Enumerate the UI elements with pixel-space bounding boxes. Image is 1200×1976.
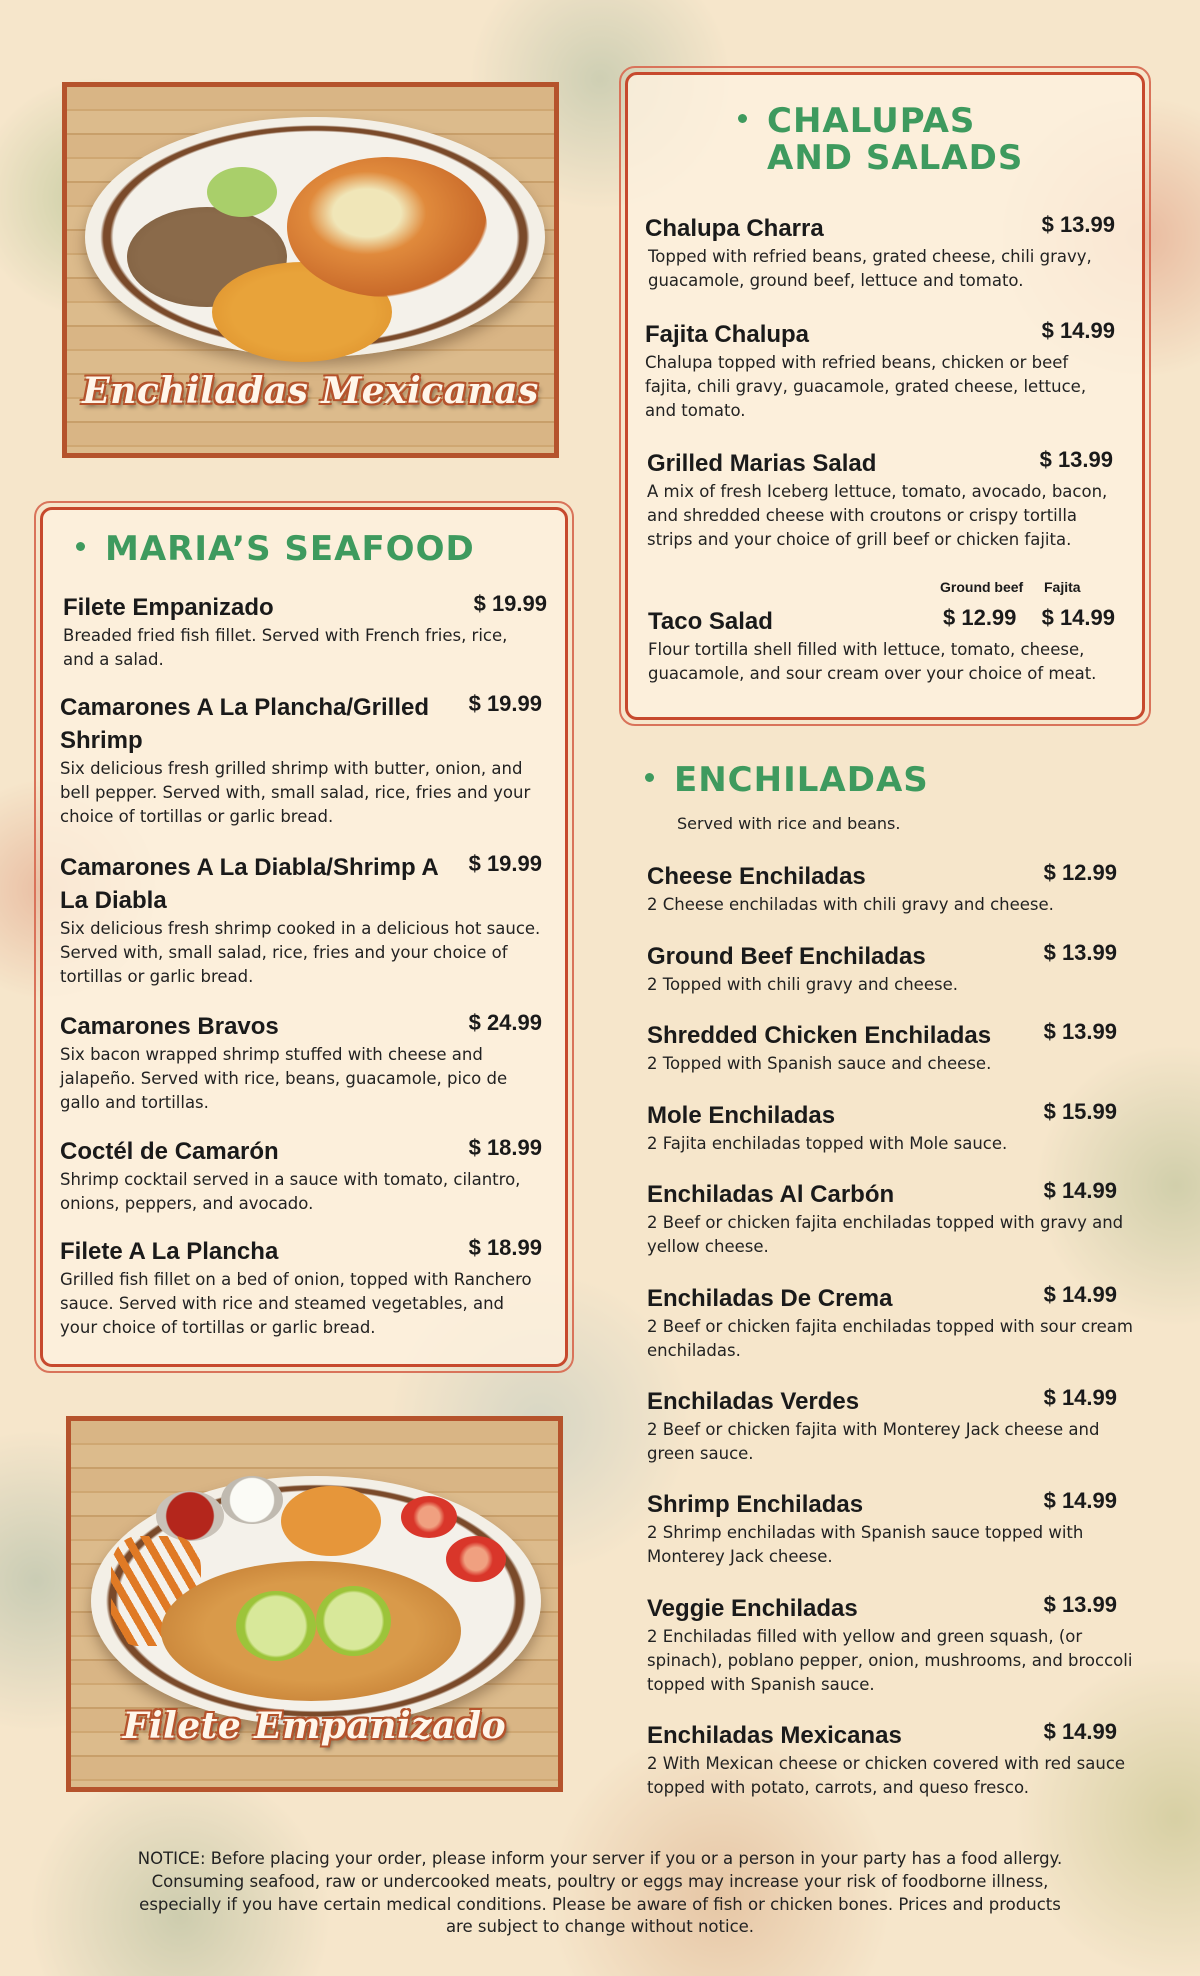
item-name: Coctél de Camarón (60, 1138, 279, 1165)
menu-item (647, 1385, 1127, 1466)
item-price: $ 14.99 (1043, 1282, 1117, 1307)
item-price: $ 13.99 (1041, 212, 1115, 237)
item-name: Filete Empanizado (63, 594, 274, 621)
item-price: $ 14.99 (1043, 1385, 1117, 1410)
bullet-icon (738, 114, 747, 123)
item-name: Filete A La Plancha (60, 1238, 279, 1265)
item-name: Veggie Enchiladas (647, 1595, 858, 1622)
lettuce-image (207, 167, 277, 217)
item-description: 2 With Mexican cheese or chicken covered with red sauce topped with potato, carrots, and queso fresco. (647, 1754, 1126, 1798)
item-price-ground-beef: $ 12.99 (943, 605, 1017, 630)
item-name: Mole Enchiladas (647, 1102, 836, 1129)
item-description: 2 Topped with Spanish sauce and cheese. (647, 1054, 992, 1074)
item-name: Chalupa Charra (645, 215, 824, 242)
bullet-icon (76, 542, 85, 551)
seafood-title: MARIA’S SEAFOOD (76, 531, 475, 568)
menu-item (647, 1488, 1127, 1569)
item-name: Ground Beef Enchiladas (647, 943, 926, 970)
tomato-slice-image (446, 1536, 506, 1582)
item-price: $ 19.99 (468, 691, 542, 716)
item-description: Chalupa topped with refried beans, chicken or beef fajita, chili gravy, guacamole, grated cheese, lettuce, and tomato. (645, 353, 1087, 420)
item-name: Shredded Chicken Enchiladas (647, 1022, 992, 1049)
chalupas-title: CHALUPAS AND SALADS (738, 103, 1023, 178)
item-price: $ 19.99 (473, 591, 547, 616)
item-price: $ 13.99 (1043, 940, 1117, 965)
menu-item (60, 851, 544, 989)
item-name: Enchiladas De Crema (647, 1285, 893, 1312)
menu-item (60, 691, 544, 829)
photo-filete-empanizado (66, 1416, 563, 1792)
item-price: $ 18.99 (468, 1135, 542, 1160)
enchiladas-title: ENCHILADAS (645, 762, 929, 799)
item-name: Camarones Bravos (60, 1013, 279, 1040)
item-description: Grilled fish fillet on a bed of onion, topped with Ranchero sauce. Served with rice and steamed vegetables, and your choice of tortillas or garlic bread. (60, 1270, 532, 1337)
menu-item (645, 212, 1115, 293)
salsa-cup-image (156, 1491, 224, 1541)
menu-item (647, 860, 1117, 917)
photo-enchiladas-mexicanas (62, 82, 559, 458)
item-price: $ 14.99 (1043, 1719, 1117, 1744)
photo-caption: Enchiladas Mexicanas (82, 370, 539, 412)
item-description: Flour tortilla shell filled with lettuce, tomato, cheese, guacamole, and sour cream over your choice of meat. (648, 640, 1097, 684)
item-name: Grilled Marias Salad (647, 450, 877, 477)
item-description: 2 Beef or chicken fajita with Monterey Jack cheese and green sauce. (647, 1420, 1100, 1464)
item-price: $ 24.99 (468, 1010, 542, 1035)
item-name: Taco Salad (648, 608, 773, 635)
item-price: $ 13.99 (1043, 1019, 1117, 1044)
item-description: Topped with refried beans, grated cheese, chili gravy, guacamole, ground beef, lettuce and tomato. (648, 247, 1092, 291)
photo-caption: Filete Empanizado (122, 1705, 507, 1747)
item-description: Shrimp cocktail served in a sauce with tomato, cilantro, onions, peppers, and avocado. (60, 1170, 521, 1214)
item-name: Enchiladas Mexicanas (647, 1722, 902, 1749)
item-price-fajita: $ 14.99 (1041, 605, 1115, 630)
item-name: Cheese Enchiladas (647, 863, 866, 890)
bullet-icon (645, 773, 654, 782)
item-price: $ 13.99 (1039, 447, 1113, 472)
column-header-ground-beef: Ground beef (940, 579, 1024, 595)
item-name: Shrimp Enchiladas (647, 1491, 864, 1518)
item-price: $ 12.99 (1043, 860, 1117, 885)
item-name: Enchiladas Verdes (647, 1388, 860, 1415)
item-name: Fajita Chalupa (645, 321, 810, 348)
item-price: $ 14.99 (1043, 1488, 1117, 1513)
enchiladas-subtitle: Served with rice and beans. (677, 814, 901, 833)
item-description: A mix of fresh Iceberg lettuce, tomato, avocado, bacon, and shredded cheese with croutons or crispy tortilla strips and your choice of grill beef or chicken fajita. (647, 482, 1108, 549)
item-description: Six delicious fresh grilled shrimp with butter, onion, and bell pepper. Served with, small salad, rice, fries and your choice of tortillas or garlic bread. (60, 759, 531, 827)
rice-image (281, 1486, 381, 1556)
item-price: $ 14.99 (1041, 318, 1115, 343)
lime-slice-image (236, 1591, 316, 1661)
tomato-slice-image (401, 1496, 457, 1538)
item-price: $ 14.99 (1043, 1178, 1117, 1203)
menu-item (647, 1019, 1117, 1076)
item-name: Camarones A La Plancha/Grilled Shrimp (60, 694, 430, 755)
menu-item (63, 591, 547, 672)
menu-item (647, 1099, 1117, 1156)
item-price: $ 18.99 (468, 1235, 542, 1260)
item-description: Breaded fried fish fillet. Served with French fries, rice, and a salad. (63, 626, 508, 670)
item-description: 2 Beef or chicken fajita enchiladas topped with sour cream enchiladas. (647, 1317, 1133, 1361)
item-description: 2 Enchiladas filled with yellow and green squash, (or spinach), poblano pepper, onion, mushrooms, and broccoli topped with Spanish sauce. (647, 1627, 1133, 1694)
menu-item (647, 1719, 1137, 1800)
item-price: $ 19.99 (468, 851, 542, 876)
item-description: 2 Cheese enchiladas with chili gravy and cheese. (647, 895, 1054, 915)
menu-item (647, 940, 1117, 997)
menu-item (647, 447, 1115, 552)
item-description: 2 Topped with chili gravy and cheese. (647, 975, 958, 995)
column-header-fajita: Fajita (1044, 579, 1081, 595)
menu-item (647, 1592, 1147, 1697)
menu-item (60, 1010, 544, 1115)
allergy-notice: NOTICE: Before placing your order, please inform your server if you or a person in your party has a food allergy. Consuming seafood, raw or undercooked meats, poultry or eggs may increase your risk of foodborne illness, especially if you have certain medical conditions. Please be aware of fish or chicken bones. Prices and products are subject to change without notice. (137, 1849, 1063, 1937)
menu-item (647, 1178, 1127, 1259)
item-description: 2 Beef or chicken fajita enchiladas topped with gravy and yellow cheese. (647, 1213, 1124, 1257)
enchiladas-image (287, 157, 487, 297)
menu-item (647, 1282, 1139, 1363)
item-description: 2 Shrimp enchiladas with Spanish sauce topped with Monterey Jack cheese. (647, 1523, 1084, 1567)
sour-cream-cup-image (221, 1476, 283, 1524)
item-description: Six bacon wrapped shrimp stuffed with cheese and jalapeño. Served with rice, beans, guacamole, pico de gallo and tortillas. (60, 1045, 508, 1112)
menu-item (645, 318, 1115, 423)
item-description: 2 Fajita enchiladas topped with Mole sauce. (647, 1134, 1008, 1154)
menu-item (60, 1135, 544, 1216)
menu-item (648, 605, 1115, 686)
item-name: Camarones A La Diabla/Shrimp A La Diabla (60, 854, 438, 915)
item-price: $ 15.99 (1043, 1099, 1117, 1124)
item-name: Enchiladas Al Carbón (647, 1181, 895, 1208)
lime-slice-image (316, 1586, 391, 1656)
menu-item (60, 1235, 544, 1340)
item-price: $ 13.99 (1043, 1592, 1117, 1617)
item-description: Six delicious fresh shrimp cooked in a delicious hot sauce. Served with, small salad, rice, fries and your choice of tortillas or garlic bread. (60, 919, 541, 987)
